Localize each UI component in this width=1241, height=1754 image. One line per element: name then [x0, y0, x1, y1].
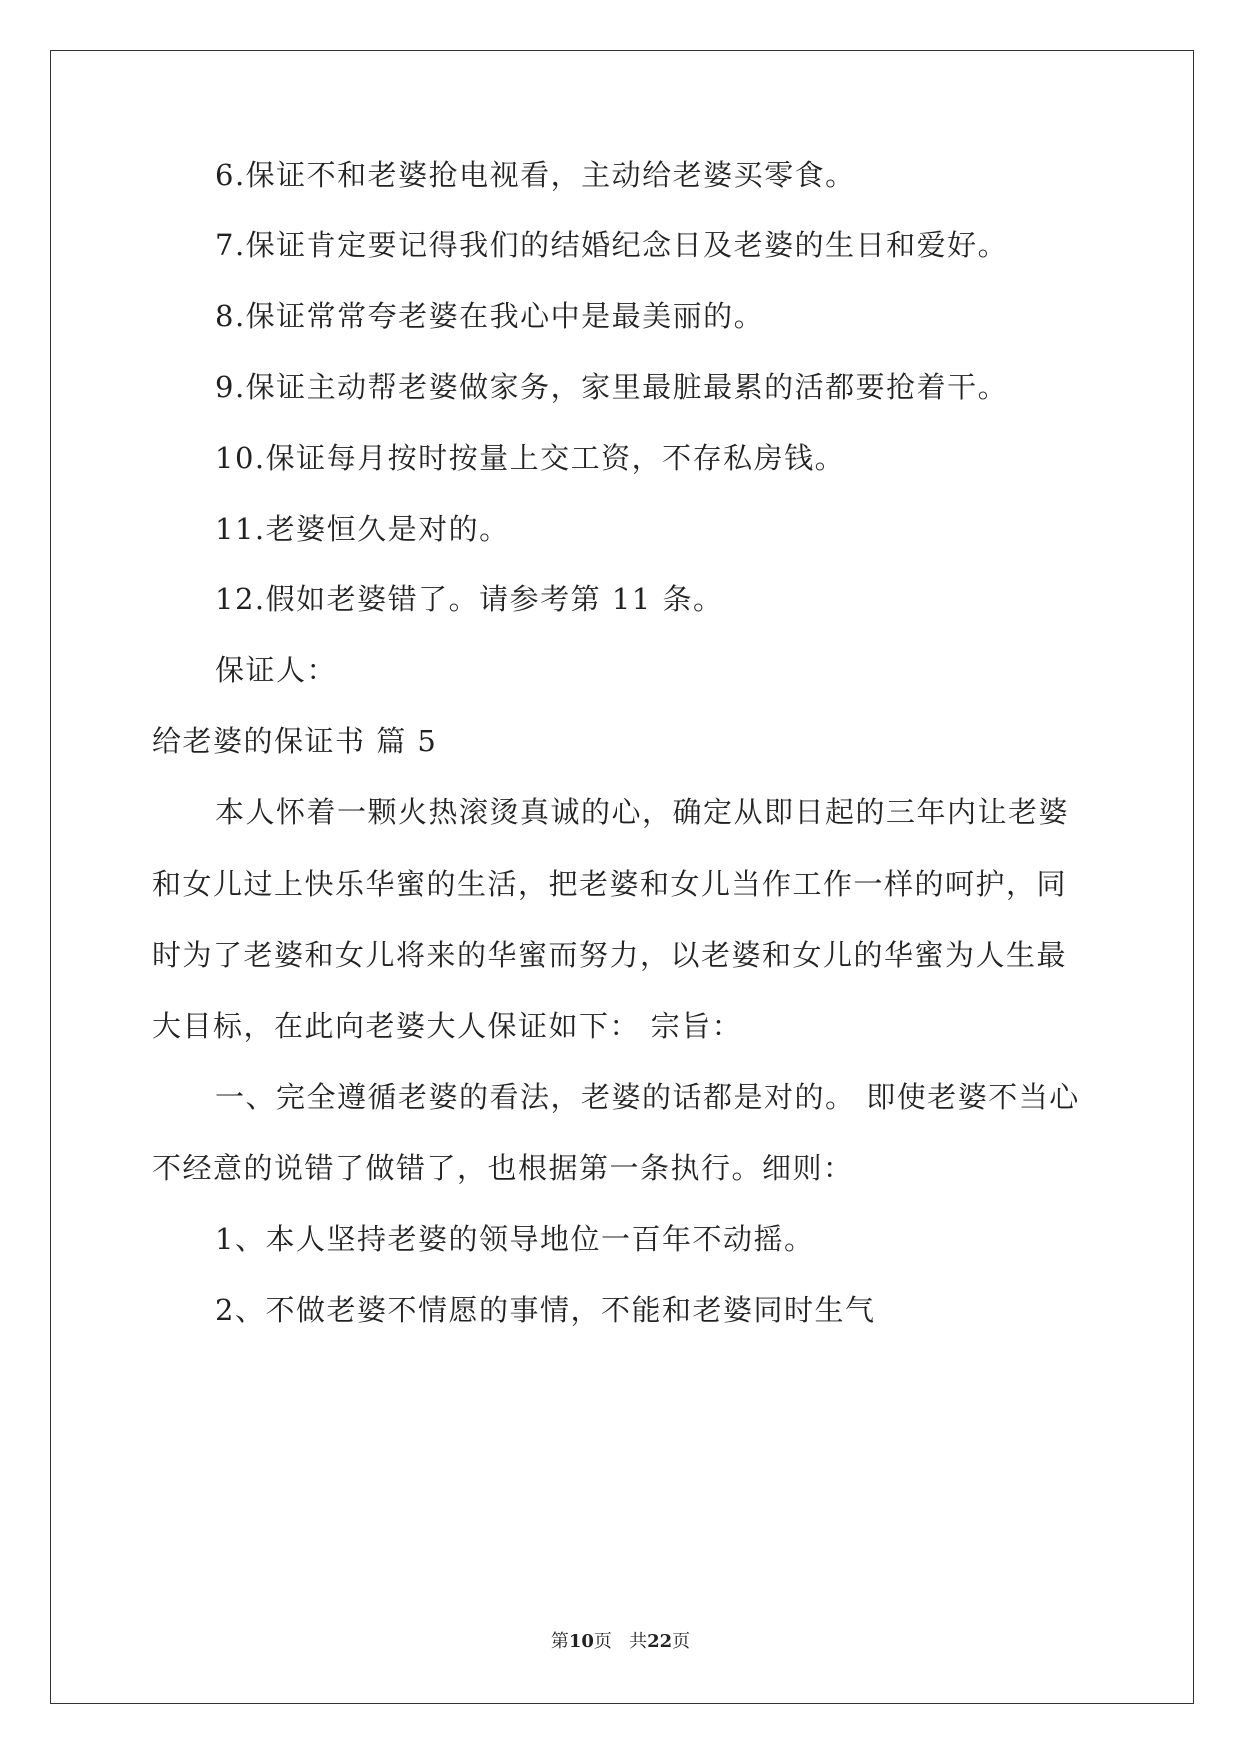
- paragraph-line: 一、完全遵循老婆的看法，老婆的话都是对的。 即使老婆不当心: [215, 1080, 1080, 1114]
- list-item-12: 12.假如老婆错了。请参考第 11 条。: [215, 582, 724, 616]
- section-heading: 给老婆的保证书 篇 5: [152, 724, 438, 758]
- list-item-10: 10.保证每月按时按量上交工资，不存私房钱。: [215, 441, 846, 475]
- list-item-6: 6.保证不和老婆抢电视看，主动给老婆买零食。: [215, 158, 856, 192]
- list-item-8: 8.保证常常夸老婆在我心中是最美丽的。: [215, 299, 765, 333]
- guarantor-label: 保证人：: [215, 653, 338, 687]
- page-label-suffix: 页: [593, 1631, 612, 1652]
- total-label-suffix: 页: [672, 1631, 691, 1652]
- current-page-number: 10: [568, 1631, 594, 1652]
- rule-item-1: 1、本人坚持老婆的领导地位一百年不动摇。: [215, 1222, 815, 1256]
- list-item-9: 9.保证主动帮老婆做家务，家里最脏最累的活都要抢着干。: [215, 370, 1009, 404]
- total-pages-number: 22: [647, 1631, 673, 1652]
- page-footer: [0, 1630, 1241, 1654]
- rule-item-2: 2、不做老婆不情愿的事情，不能和老婆同时生气: [215, 1293, 876, 1327]
- paragraph-line: 不经意的说错了做错了，也根据第一条执行。细则：: [152, 1151, 854, 1185]
- total-label-prefix: 共: [629, 1631, 648, 1652]
- paragraph-line: 大目标，在此向老婆大人保证如下： 宗旨：: [152, 1009, 743, 1043]
- paragraph-line: 和女儿过上快乐华蜜的生活，把老婆和女儿当作工作一样的呵护，同: [152, 867, 1068, 901]
- list-item-11: 11.老婆恒久是对的。: [215, 512, 510, 546]
- paragraph-line: 本人怀着一颗火热滚烫真诚的心，确定从即日起的三年内让老婆: [215, 795, 1070, 829]
- list-item-7: 7.保证肯定要记得我们的结婚纪念日及老婆的生日和爱好。: [215, 228, 1009, 262]
- page-label-prefix: 第: [550, 1631, 569, 1652]
- paragraph-line: 时为了老婆和女儿将来的华蜜而努力，以老婆和女儿的华蜜为人生最: [152, 938, 1068, 972]
